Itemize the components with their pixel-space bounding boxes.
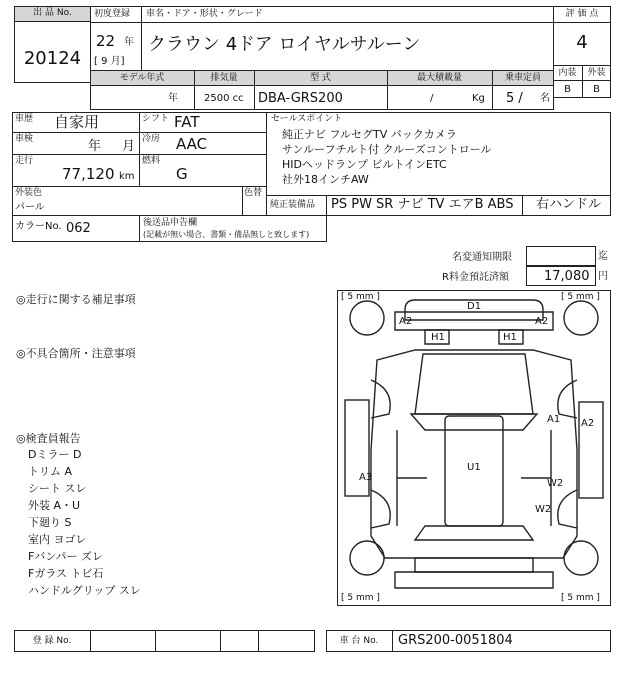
hood-outline xyxy=(415,354,533,414)
right-side-panel xyxy=(579,402,603,498)
deadline-unit: 迄 xyxy=(598,251,608,262)
car-diagram xyxy=(337,290,611,606)
recycle-value: 17,080 xyxy=(544,269,590,284)
damage-mark: W2 xyxy=(547,478,564,489)
displacement: 2500 cc xyxy=(204,93,244,104)
model-year-label: モデル年式 xyxy=(119,73,165,83)
load-unit: Kg xyxy=(472,93,485,104)
first-registration-year: 22 xyxy=(96,32,116,50)
tire-icon xyxy=(350,541,384,575)
mileage: 77,120 xyxy=(62,165,115,183)
first-registration-month: [ 9 月] xyxy=(94,56,125,67)
tire-icon xyxy=(564,301,598,335)
damage-mark: H1 xyxy=(503,332,517,343)
capacity: 5 / xyxy=(506,91,523,106)
equipment-items: PS PW SR ナビ TV エアB ABS xyxy=(331,197,514,212)
deadline-label: 名変通知期限 xyxy=(452,252,512,263)
inspector-line: Fガラス トビ石 xyxy=(28,567,104,580)
capacity-label: 乗車定員 xyxy=(504,73,541,83)
front-panel-outline xyxy=(395,312,553,330)
deadline-value-box xyxy=(526,246,596,266)
fuel-label: 燃料 xyxy=(142,156,161,166)
chassis-no-label: 車 台 No. xyxy=(339,636,379,646)
mileage-unit: km xyxy=(119,171,135,182)
capacity-unit: 名 xyxy=(540,93,550,104)
year-unit: 年 xyxy=(124,37,134,48)
chassis-no: GRS200-0051804 xyxy=(398,633,513,648)
score-label: 評 価 点 xyxy=(565,9,599,19)
ac-label: 冷房 xyxy=(142,134,161,144)
inspector-line: 下廻り S xyxy=(28,516,72,529)
inspector-report xyxy=(28,446,228,599)
type-label: 型 式 xyxy=(310,73,331,83)
inspection-label: 車検 xyxy=(15,134,34,144)
docs-note: (記載が無い場合、書類・備品無しと致します) xyxy=(143,230,310,239)
load-label: 最大積載量 xyxy=(416,73,462,83)
score: 4 xyxy=(576,32,588,53)
damage-mark: W2 xyxy=(535,504,552,515)
tire-icon xyxy=(350,301,384,335)
driving-notes-label: ◎走行に関する補足事項 xyxy=(16,293,136,306)
damage-mark: A3 xyxy=(359,472,373,483)
inspector-report-label: ◎検査員報告 xyxy=(16,432,81,445)
color-no-label: カラーNo. xyxy=(15,221,62,232)
tire-depth-label: [ 5 mm ] xyxy=(561,593,600,603)
sales-point-line: 社外18インチAW xyxy=(282,173,369,186)
recycle-label: R料金預託済額 xyxy=(442,272,509,283)
fuel: G xyxy=(176,165,188,183)
inspector-line: Dミラー D xyxy=(28,448,82,461)
color-no: 062 xyxy=(66,221,91,236)
model-type: DBA-GRS200 xyxy=(258,91,343,106)
damage-mark: A2 xyxy=(581,418,595,429)
damage-mark: D1 xyxy=(467,301,482,312)
inspection-year: 年 xyxy=(88,139,102,154)
docs-label: 後送品申告欄 xyxy=(143,218,198,228)
lot-number-label: 出 品 No. xyxy=(33,8,72,18)
displacement-label: 排気量 xyxy=(210,73,238,83)
handle-side: 右ハンドル xyxy=(536,197,602,212)
damage-mark: A2 xyxy=(535,316,549,327)
rear-wheel-arch-right xyxy=(558,490,577,528)
exterior-grade: B xyxy=(593,84,600,95)
model-year-unit: 年 xyxy=(168,93,178,104)
car-name: クラウン 4ドア ロイヤルサルーン xyxy=(148,34,421,55)
inspector-line: Fバンパー ズレ xyxy=(28,550,104,563)
repaint-label: 色替 xyxy=(244,188,263,198)
first-registration-label: 初度登録 xyxy=(94,9,131,19)
shift-label: シフト xyxy=(142,114,170,124)
tire-depth-label: [ 5 mm ] xyxy=(341,593,380,603)
color-label: 外装色 xyxy=(15,188,43,198)
sales-point-line: 純正ナビ フルセグTV バックカメラ xyxy=(282,128,457,141)
car-name-label: 車名・ドア・形状・グレード xyxy=(146,9,263,19)
inspector-line: トリム A xyxy=(28,465,73,478)
exterior-grade-label: 外装 xyxy=(587,68,606,78)
sales-points-label: セールスポイント xyxy=(271,114,343,124)
damage-mark: A2 xyxy=(399,316,413,327)
tire-icon xyxy=(564,541,598,575)
rear-bumper-outline xyxy=(395,572,553,588)
history-label: 車歴 xyxy=(15,114,34,124)
defects-label: ◎不具合箇所・注意事項 xyxy=(16,347,136,360)
inspector-line: ハンドルグリップ スレ xyxy=(28,584,141,597)
shift: FAT xyxy=(174,113,200,131)
ac: AAC xyxy=(176,135,208,153)
color-box xyxy=(12,186,267,216)
sales-point-line: サンルーフチルト付 クルーズコントロール xyxy=(282,143,492,156)
body-outline xyxy=(371,350,577,558)
inspection-month: 月 xyxy=(122,139,136,154)
inspector-line: シート スレ xyxy=(28,482,87,495)
equipment-label: 純正装備品 xyxy=(270,200,316,210)
tire-depth-label: [ 5 mm ] xyxy=(561,292,600,302)
registration-no-label: 登 録 No. xyxy=(32,636,72,646)
tire-depth-label: [ 5 mm ] xyxy=(341,292,380,302)
rear-trunk-outline xyxy=(415,558,533,572)
interior-grade-label: 内装 xyxy=(558,68,577,78)
damage-mark: H1 xyxy=(431,332,445,343)
damage-mark: A1 xyxy=(547,414,561,425)
load-value: / xyxy=(430,93,434,104)
rear-wheel-arch-left xyxy=(371,490,390,528)
rear-window-outline xyxy=(415,526,533,540)
exterior-color: パール xyxy=(15,202,45,213)
history: 自家用 xyxy=(54,113,100,131)
damage-mark: U1 xyxy=(467,462,481,473)
recycle-unit: 円 xyxy=(598,271,608,282)
door-line-left xyxy=(397,430,427,526)
sales-point-line: HIDヘッドランプ ビルトインETC xyxy=(282,158,447,171)
inspector-line: 室内 ヨゴレ xyxy=(28,533,87,546)
inspector-line: 外装 A・U xyxy=(28,499,81,512)
mileage-label: 走行 xyxy=(15,156,34,166)
lot-number: 20124 xyxy=(23,48,82,69)
interior-grade: B xyxy=(564,84,571,95)
